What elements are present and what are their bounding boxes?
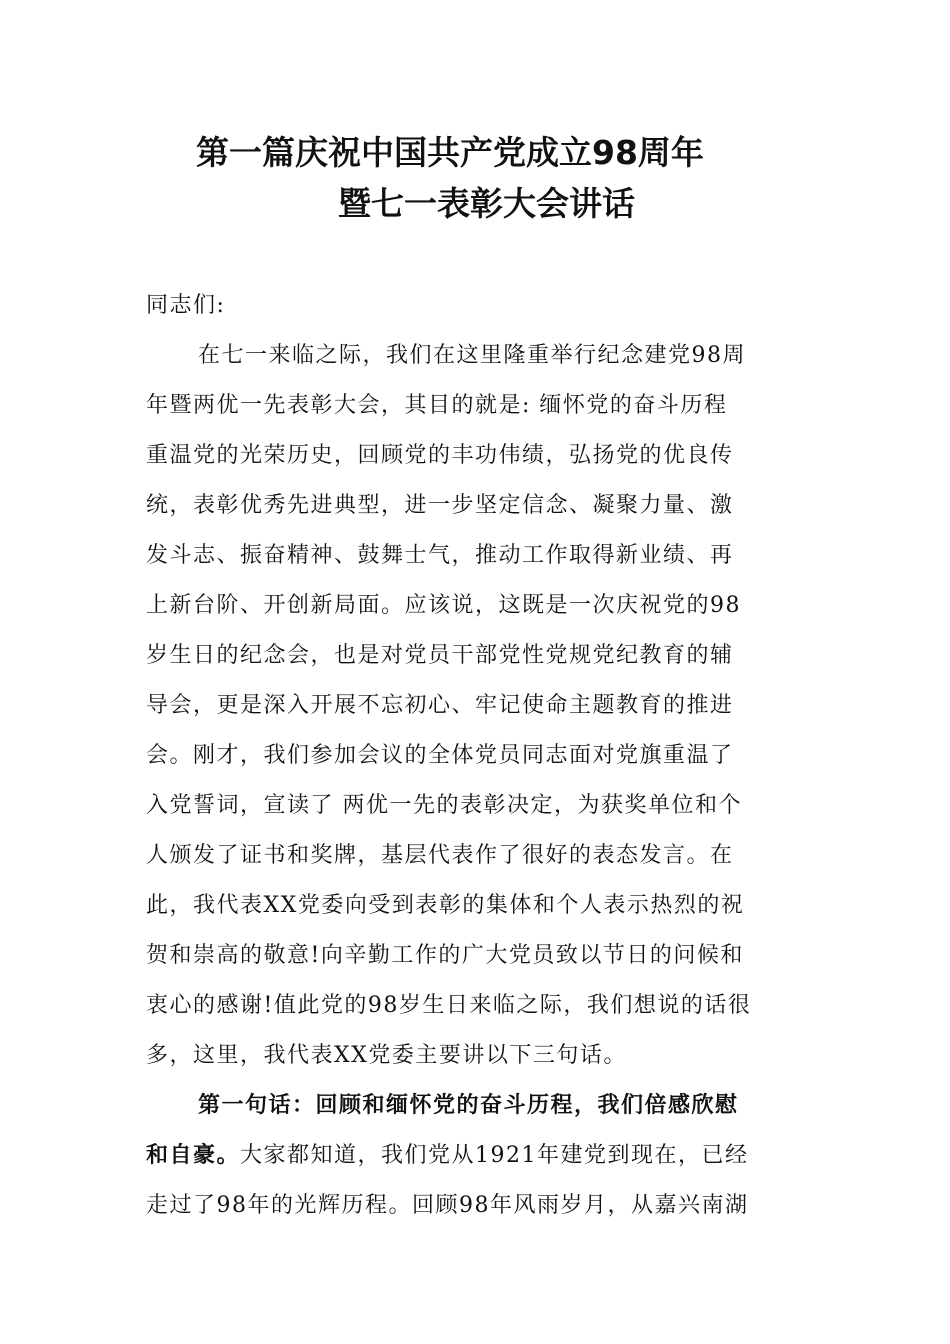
paragraph-line: 导会，更是深入开展不忘初心、牢记使命主题教育的推进 bbox=[146, 693, 734, 718]
paragraph-line bbox=[146, 1131, 808, 1181]
paragraph-line: 此，我代表XX党委向受到表彰的集体和个人表示热烈的祝 bbox=[146, 893, 745, 918]
paragraph-line: 发斗志、振奋精神、鼓舞士气，推动工作取得新业绩、再 bbox=[146, 543, 734, 568]
paragraph-line: 年暨两优一先表彰大会，其目的就是: 缅怀党的奋斗历程 bbox=[146, 393, 728, 418]
paragraph-line: 贺和崇高的敬意!向辛勤工作的广大党员致以节日的问候和 bbox=[146, 943, 744, 968]
paragraph-line: 重温党的光荣历史，回顾党的丰功伟绩，弘扬党的优良传 bbox=[146, 443, 734, 468]
section-heading-continuation: 和自豪。 bbox=[146, 1143, 241, 1168]
paragraph-line: 衷心的感谢!值此党的98岁生日来临之际，我们想说的话很 bbox=[146, 993, 752, 1018]
paragraph-line: 走过了98年的光辉历程。回顾98年风雨岁月，从嘉兴南湖 bbox=[146, 1193, 749, 1218]
paragraph-line: 在七一来临之际，我们在这里隆重举行纪念建党98周 bbox=[198, 343, 746, 368]
paragraph-line: 会。刚才，我们参加会议的全体党员同志面对党旗重温了 bbox=[146, 743, 734, 768]
paragraph-text: 大家都知道，我们党从1921年建党到现在，已经 bbox=[240, 1143, 749, 1168]
paragraph-line: 多，这里，我代表XX党委主要讲以下三句话。 bbox=[146, 1043, 627, 1068]
salutation: 同志们: bbox=[146, 293, 226, 318]
paragraph-line: 统，表彰优秀先进典型，进一步坚定信念、凝聚力量、激 bbox=[146, 493, 734, 518]
document-title-line-1: 第一篇庆祝中国共产党成立98周年 bbox=[196, 133, 704, 172]
paragraph-line: 入党誓词，宣读了 两优一先的表彰决定，为获奖单位和个 bbox=[146, 793, 742, 818]
paragraph-line: 岁生日的纪念会，也是对党员干部党性党规党纪教育的辅 bbox=[146, 643, 734, 668]
section-heading: 第一句话：回顾和缅怀党的奋斗历程，我们倍感欣慰 bbox=[198, 1093, 739, 1118]
document-title-line-2: 暨七一表彰大会讲话 bbox=[338, 184, 635, 223]
document-body bbox=[146, 281, 808, 1231]
paragraph-line: 上新台阶、开创新局面。应该说，这既是一次庆祝党的98 bbox=[146, 593, 741, 618]
paragraph-line: 人颁发了证书和奖牌，基层代表作了很好的表态发言。在 bbox=[146, 843, 734, 868]
